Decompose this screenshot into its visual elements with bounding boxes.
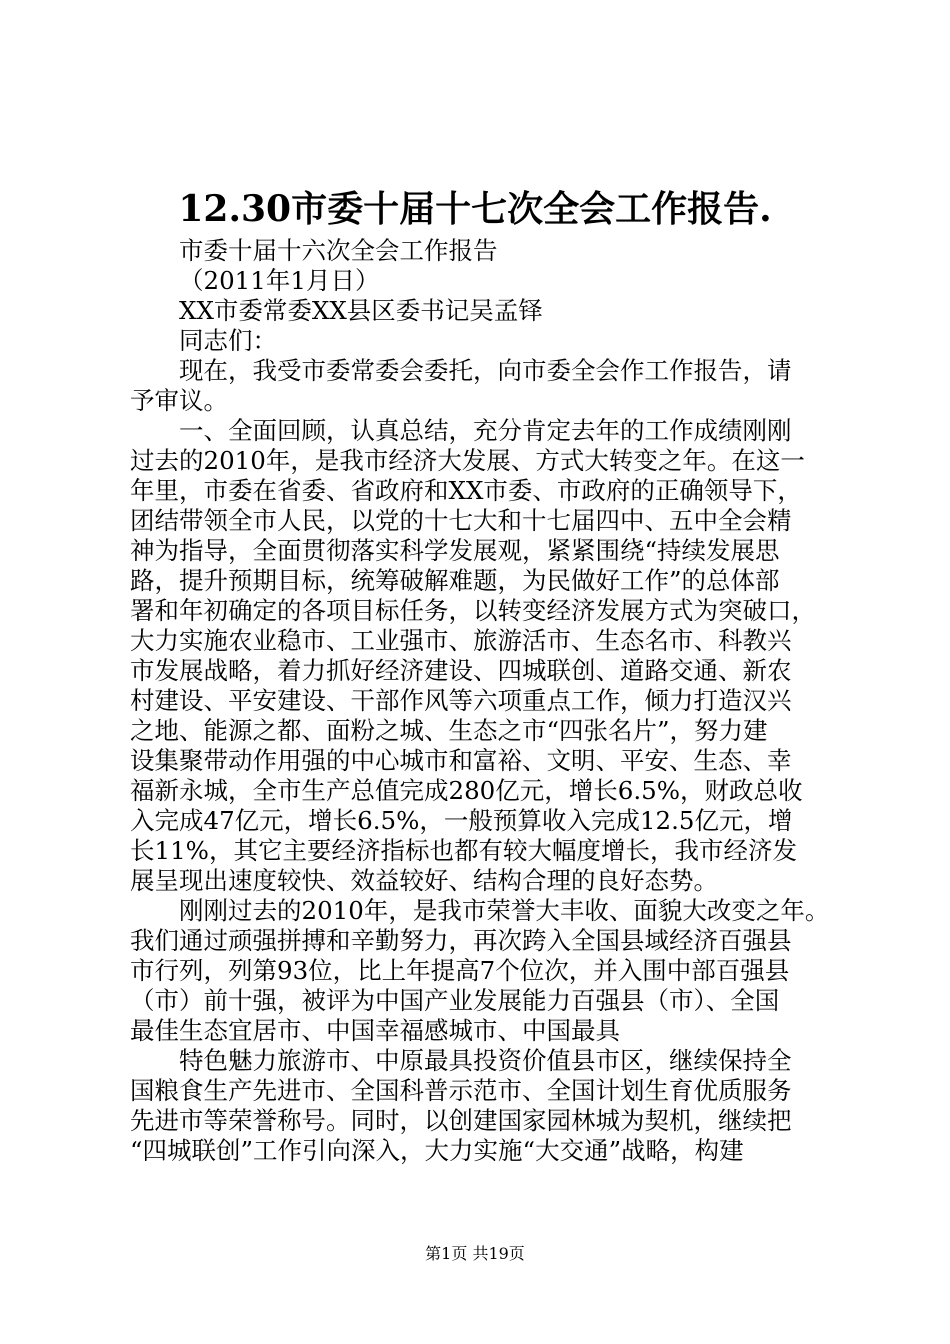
text-line: 刚刚过去的2010年，是我市荣誉大丰收、面貌大改变之年。 [179, 896, 830, 925]
text-line: 过去的2010年，是我市经济大发展、方式大转变之年。在这一 [130, 446, 805, 475]
text-line: 市委十届十六次全会工作报告 [179, 236, 498, 265]
text-line: 展呈现出速度较快、效益较好、结构合理的良好态势。 [130, 866, 718, 895]
text-line: 署和年初确定的各项目标任务，以转变经济发展方式为突破口， [130, 596, 816, 625]
text-line: 同志们： [179, 326, 277, 355]
text-line: 团结带领全市人民，以党的十七大和十七届四中、五中全会精 [130, 506, 792, 535]
text-line: 予审议。 [130, 386, 228, 415]
text-line: XX市委常委XX县区委书记吴孟铎 [179, 296, 543, 325]
text-line: 设集聚带动作用强的中心城市和富裕、文明、平安、生态、幸 [130, 746, 792, 775]
text-line: “四城联创”工作引向深入，大力实施“大交通”战略，构建 [130, 1136, 744, 1165]
text-line: 大力实施农业稳市、工业强市、旅游活市、生态名市、科教兴 [130, 626, 792, 655]
document-title: 12.30市委十届十七次全会工作报告. [178, 188, 772, 230]
document-body [130, 236, 850, 1166]
text-line: 神为指导，全面贯彻落实科学发展观，紧紧围绕“持续发展思 [130, 536, 780, 565]
text-line: 我们通过顽强拼搏和辛勤努力，再次跨入全国县域经济百强县 [130, 926, 792, 955]
text-line: （2011年1月日） [179, 266, 380, 295]
text-line: 一、全面回顾，认真总结，充分肯定去年的工作成绩刚刚 [179, 416, 792, 445]
page-footer: 第1页 共19页 [425, 1244, 525, 1263]
text-line: 长11%，其它主要经济指标也都有较大幅度增长，我市经济发 [130, 836, 797, 865]
text-line: 先进市等荣誉称号。同时，以创建国家园林城为契机，继续把 [130, 1106, 792, 1135]
text-line: 市发展战略，着力抓好经济建设、四城联创、道路交通、新农 [130, 656, 792, 685]
text-line: 路，提升预期目标，统筹破解难题，为民做好工作”的总体部 [130, 566, 780, 595]
text-line: 之地、能源之都、面粉之城、生态之市“四张名片”，努力建 [130, 716, 768, 745]
text-line: 市行列，列第93位，比上年提高7个位次，并入围中部百强县 [130, 956, 790, 985]
text-line: （市）前十强，被评为中国产业发展能力百强县（市）、全国 [130, 986, 780, 1015]
text-line: 最佳生态宜居市、中国幸福感城市、中国最具 [130, 1016, 620, 1045]
text-line: 国粮食生产先进市、全国科普示范市、全国计划生育优质服务 [130, 1076, 792, 1105]
text-line: 特色魅力旅游市、中原最具投资价值县市区，继续保持全 [179, 1046, 792, 1075]
text-line: 村建设、平安建设、干部作风等六项重点工作，倾力打造汉兴 [130, 686, 792, 715]
text-line: 福新永城，全市生产总值完成280亿元，增长6.5%，财政总收 [130, 776, 803, 805]
text-line: 现在，我受市委常委会委托，向市委全会作工作报告，请 [179, 356, 792, 385]
text-line: 入完成47亿元，增长6.5%，一般预算收入完成12.5亿元，增 [130, 806, 793, 835]
text-line: 年里，市委在省委、省政府和XX市委、市政府的正确领导下， [130, 476, 802, 505]
